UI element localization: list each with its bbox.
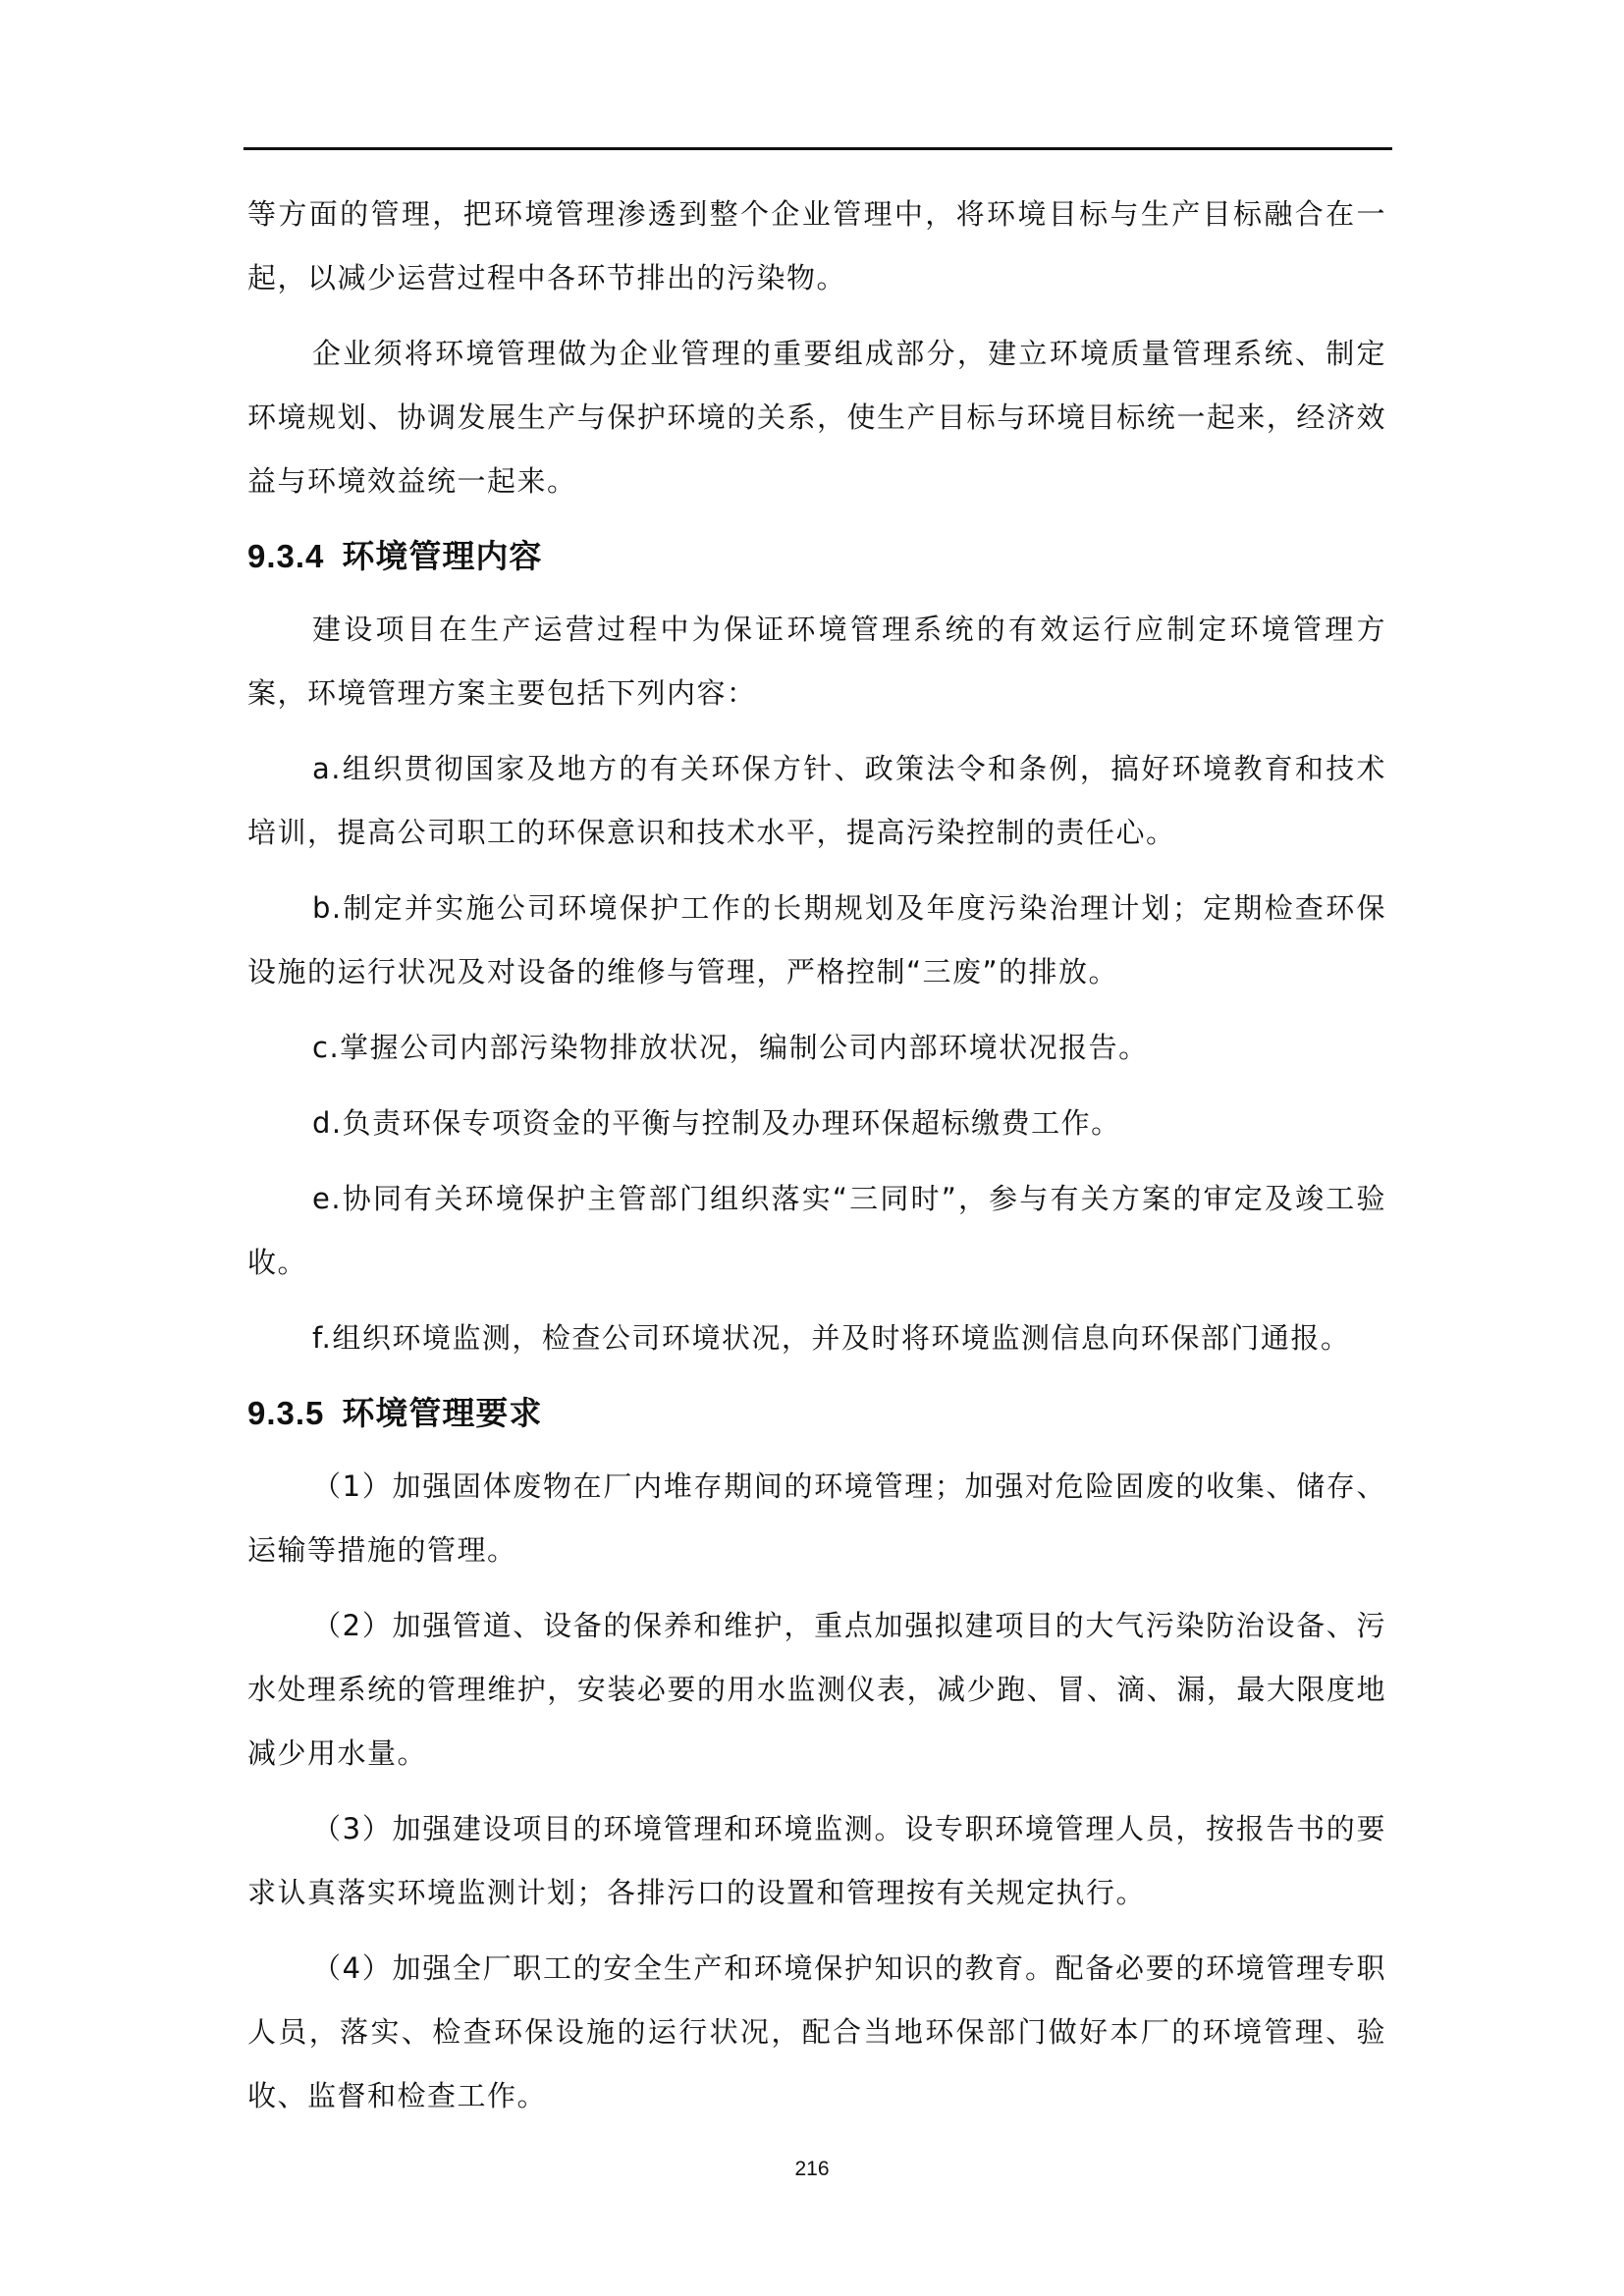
list-item: （4）加强全厂职工的安全生产和环境保护知识的教育。配备必要的环境管理专职人员，落实、检查环保设施的运行状况，配合当地环保部门做好本厂的环境管理、验收、监督和检查工作。 bbox=[247, 1951, 1386, 2112]
list-item: （3）加强建设项目的环境管理和环境监测。设专职环境管理人员，按报告书的要求认真落实环境监测计划；各排污口的设置和管理按有关规定执行。 bbox=[247, 1812, 1386, 1909]
section-number: 9.3.4 bbox=[247, 538, 325, 574]
list-item: f.组织环境监测，检查公司环境状况，并及时将环境监测信息向环保部门通报。 bbox=[312, 1321, 1351, 1355]
list-item: c.掌握公司内部污染物排放状况，编制公司内部环境状况报告。 bbox=[312, 1031, 1149, 1064]
list-item: e.协同有关环境保护主管部门组织落实“三同时”，参与有关方案的审定及竣工验收。 bbox=[247, 1182, 1386, 1279]
list-item: （2）加强管道、设备的保养和维护，重点加强拟建项目的大气污染防治设备、污水处理系统的管理维护，安装必要的用水监测仪表，减少跑、冒、滴、漏，最大限度地减少用水量。 bbox=[247, 1609, 1386, 1770]
header-rule bbox=[244, 147, 1392, 150]
body-paragraph: 企业须将环境管理做为企业管理的重要组成部分，建立环境质量管理系统、制定环境规划、协调发展生产与保护环境的关系，使生产目标与环境目标统一起来，经济效益与环境效益统一起来。 bbox=[247, 337, 1386, 498]
list-item: （1）加强固体废物在厂内堆存期间的环境管理；加强对危险固废的收集、储存、运输等措施的管理。 bbox=[247, 1469, 1386, 1567]
list-item: a.组织贯彻国家及地方的有关环保方针、政策法令和条例，搞好环境教育和技术培训，提高公司职工的环保意识和技术水平，提高污染控制的责任心。 bbox=[247, 752, 1386, 849]
body-paragraph: 等方面的管理，把环境管理渗透到整个企业管理中，将环境目标与生产目标融合在一起，以减少运营过程中各环节排出的污染物。 bbox=[247, 197, 1386, 294]
section-heading bbox=[247, 525, 1386, 588]
body-paragraph: 建设项目在生产运营过程中为保证环境管理系统的有效运行应制定环境管理方案，环境管理方案主要包括下列内容： bbox=[247, 613, 1386, 710]
section-title: 环境管理要求 bbox=[342, 1394, 543, 1432]
list-item: b.制定并实施公司环境保护工作的长期规划及年度污染治理计划；定期检查环保设施的运行状况及对设备的维修与管理，严格控制“三废”的排放。 bbox=[247, 891, 1386, 988]
section-heading bbox=[247, 1382, 1386, 1445]
page-number: 216 bbox=[794, 2158, 830, 2180]
section-title: 环境管理内容 bbox=[342, 537, 543, 575]
list-item: d.负责环保专项资金的平衡与控制及办理环保超标缴费工作。 bbox=[312, 1106, 1121, 1140]
section-number: 9.3.5 bbox=[247, 1395, 325, 1431]
document-body bbox=[247, 183, 1386, 2140]
